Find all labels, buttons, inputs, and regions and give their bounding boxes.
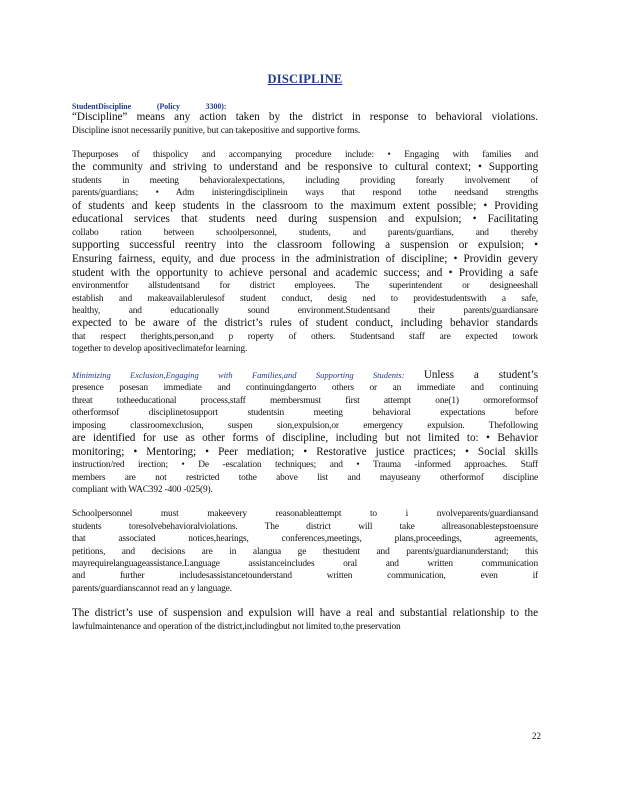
text-line: “Discipline” means any action taken by the district in response to behavioral violations. [72, 111, 538, 123]
page-number: 22 [532, 731, 541, 741]
text-line: members are not restricted tothe above list and mayuseany otherformof discipline [72, 472, 538, 483]
text-line: threat totheeducational process,staff membersmust first attempt one(1) ormoreformsof [72, 395, 538, 406]
text-line: monitoring; • Mentoring; • Peer mediation; • Restorative justice practices; • Social skills [72, 445, 538, 458]
heading-part: Exclusion,Engaging [130, 369, 199, 380]
paragraph-3 [72, 382, 538, 496]
text-line: student with the opportunity to achieve personal and academic success; and • Providing a safe [72, 266, 538, 279]
text-line: lawfulmaintenance and operation of the district,includingbut not limited to,the preservation [72, 621, 401, 632]
heading-part: Supporting [315, 369, 354, 380]
text-line: imposing classroomexclusion, suspen sion,expulsion,or emergency expulsion. Thefollowing [72, 420, 538, 431]
text-line: parents/guardianscannot read an y language. [72, 583, 232, 594]
text-line: Ensuring fairness, equity, and due process in the administration of discipline; • Providin gevery [72, 253, 538, 265]
text-line: are identified for use as other forms of discipline, including but not limited to: • Behavior [72, 432, 538, 445]
text-line: Discipline isnot necessarily punitive, but can takepositive and supportive forms. [72, 125, 361, 136]
page-title: DISCIPLINE [267, 72, 343, 86]
heading-tail: Unless a student’s [423, 368, 538, 381]
text-line: presence posesan immediate and continuingdangerto others or an immediate and continuing [72, 383, 538, 394]
document-page [72, 72, 538, 645]
paragraph-4 [72, 508, 538, 595]
policy-heading [72, 101, 501, 111]
paragraph-1 [72, 111, 538, 137]
text-line: mayrequirelanguageassistance.Language assistanceincludes oral and written communication [72, 559, 538, 570]
text-line: environmentfor allstudentsand for district employees. The superintendent or designeeshall [72, 281, 538, 292]
text-line: establish and makeavailablerulesof student conduct, desig ned to providestudentswith a safe, [72, 293, 538, 304]
text-line: instruction/red irection; • De -escalation techniques; and • Trauma -informed approaches. Staff [72, 460, 538, 471]
text-line: students in meeting behavioralexpectations, including providing forearly involvement of [72, 176, 538, 186]
text-line: parents/guardians; • Adm inisteringdisciplinein ways that respond tothe needsand strengths [72, 188, 538, 199]
heading-part: Families,and [251, 369, 297, 380]
policy-word: (Policy [156, 101, 180, 111]
text-line: petitions, and decisions are in alangua ge thestudent and parents/guardianunderstand; this [72, 546, 538, 557]
paragraph-2 [72, 149, 538, 356]
text-line: that respect therights,person,and p roperty of others. Studentsand staff are expected towork [72, 332, 538, 342]
text-line: students toresolvebehavioralviolations. The district will take allreasonablestepstoensure [72, 521, 538, 532]
text-line: and further includesassistancetounderstand written communication, even if [72, 571, 538, 582]
text-line: the community and striving to understand and be responsive to cultural context; • Supporting [72, 161, 538, 174]
text-line: compliant with WAC392 -400 -025(9). [72, 485, 213, 496]
text-line: together to develop apositiveclimatefor learning. [72, 344, 248, 355]
policy-number: 3300): [205, 101, 227, 111]
policy-label: StudentDiscipline [72, 101, 132, 111]
text-line: Schoolpersonnel must makeevery reasonableattempt to i nvolveparents/guardiansand [72, 509, 538, 520]
text-line: The district’s use of suspension and expulsion will have a real and substantial relationship to the [72, 607, 538, 620]
text-line: of students and keep students in the classroom to the maximum extent possible; • Providing [72, 199, 538, 212]
text-line: collabo ration between schoolpersonnel, students, and parents/guardians, and thereby [72, 228, 538, 238]
paragraph-3-heading [72, 368, 538, 383]
heading-part: with [218, 369, 233, 380]
heading-part: Minimizing [72, 369, 111, 380]
text-line: expected to be aware of the district’s rules of student conduct, including behavior standards [72, 317, 538, 330]
text-line: Thepurposes of thispolicy and accompanying procedure include: • Engaging with families and [72, 150, 538, 160]
text-line: otherformsof disciplinetosupport studentsin meeting behavioral expectations before [72, 408, 538, 419]
text-line: that associated notices,hearings, conferences,meetings, plans,proceedings, agreements, [72, 534, 538, 545]
text-line: healthy, and educationally sound environment.Studentsand their parents/guardiansare [72, 306, 538, 316]
heading-part: Students: [372, 369, 405, 380]
text-line: supporting successful reentry into the classroom following a suspension or expulsion; • [72, 239, 538, 252]
text-line: educational services that students need during suspension and expulsion; • Facilitating [72, 213, 538, 226]
paragraph-5 [72, 607, 538, 633]
